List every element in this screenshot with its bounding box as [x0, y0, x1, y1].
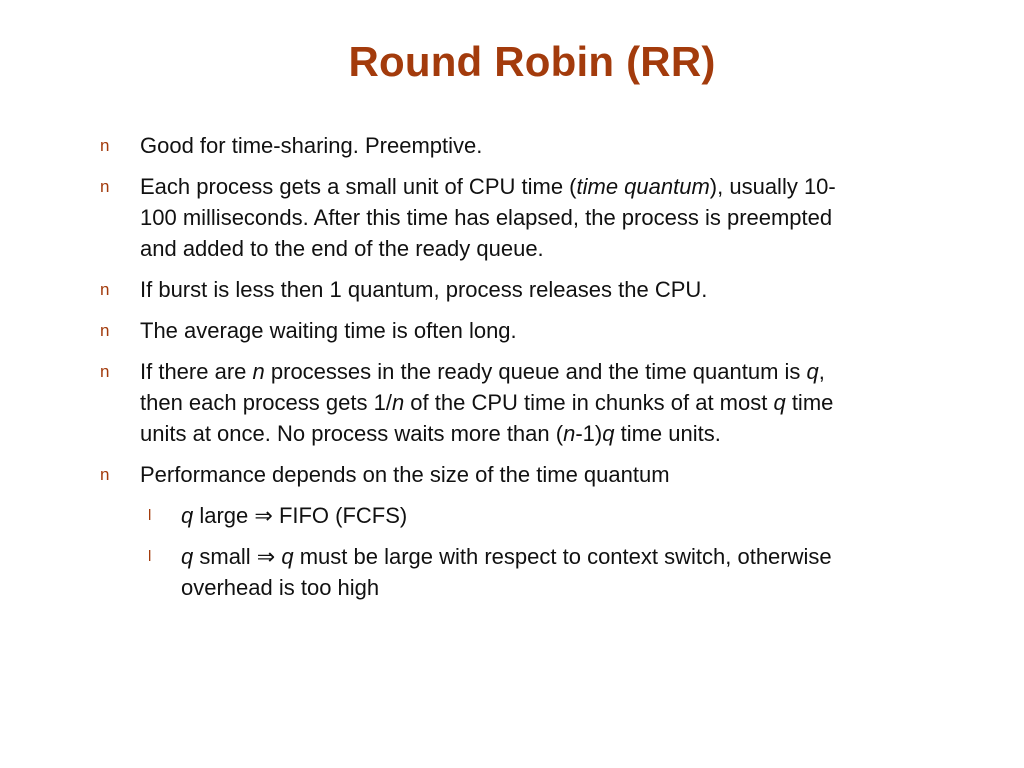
text-run: processes in the ready queue and the time quantum is: [264, 359, 807, 384]
text-run: If there are: [140, 359, 253, 384]
text-run: time units at once. No process waits more than (: [140, 390, 834, 446]
sub-bullet-marker: l: [148, 548, 152, 565]
text-run: -1): [575, 421, 603, 446]
bullet-item: [100, 274, 860, 305]
text-run: of the CPU time in chunks of at most: [404, 390, 774, 415]
sub-bullet-marker: l: [148, 507, 152, 524]
slide-title: Round Robin (RR): [348, 38, 716, 85]
text-run: , then each process gets 1/: [140, 359, 825, 415]
bullet-text: If burst is less then 1 quantum, process releases the CPU.: [140, 277, 708, 302]
text-run: large ⇒ FIFO (FCFS): [193, 503, 408, 528]
text-run: small ⇒: [193, 544, 282, 569]
italic-var: q: [602, 421, 615, 446]
bullet-item: [100, 356, 860, 449]
italic-var: q: [281, 544, 294, 569]
bullet-text: [140, 171, 860, 264]
text-run: must be large with respect to context switch, otherwise overhead is too high: [181, 544, 832, 600]
italic-var: q: [806, 359, 819, 384]
bullet-item: [100, 459, 860, 490]
sub-bullet-text: [181, 500, 860, 531]
bullet-marker: n: [100, 177, 110, 196]
bullet-item: [100, 130, 860, 161]
bullet-text: The average waiting time is often long.: [140, 318, 517, 343]
sub-bullet-item: [148, 541, 860, 603]
italic-var: n: [563, 421, 576, 446]
italic-var: n: [391, 390, 405, 415]
text-run: Each process gets a small unit of CPU time (: [140, 174, 577, 199]
italic-term: time quantum: [576, 174, 710, 199]
sub-bullet-item: [148, 500, 860, 531]
bullet-marker: n: [100, 362, 110, 381]
bullet-marker: n: [100, 280, 110, 299]
bullet-item: [100, 315, 860, 346]
text-run: ), usually 10-100 milliseconds. After this time has elapsed, the process is preempted and added to the end of the ready queue.: [140, 174, 836, 261]
italic-var: n: [252, 359, 265, 384]
bullet-text: [140, 356, 860, 449]
italic-var: q: [773, 390, 786, 415]
bullet-marker: n: [100, 321, 110, 340]
bullet-item: [100, 171, 860, 264]
text-run: time units.: [614, 421, 721, 446]
bullet-text: Performance depends on the size of the time quantum: [140, 462, 670, 487]
bullet-text: Good for time-sharing. Preemptive.: [140, 133, 483, 158]
bullet-list: [100, 130, 860, 613]
bullet-marker: n: [100, 465, 110, 484]
bullet-marker: n: [100, 136, 110, 155]
italic-var: q: [181, 503, 194, 528]
italic-var: q: [181, 544, 194, 569]
sub-bullet-text: [181, 541, 860, 603]
